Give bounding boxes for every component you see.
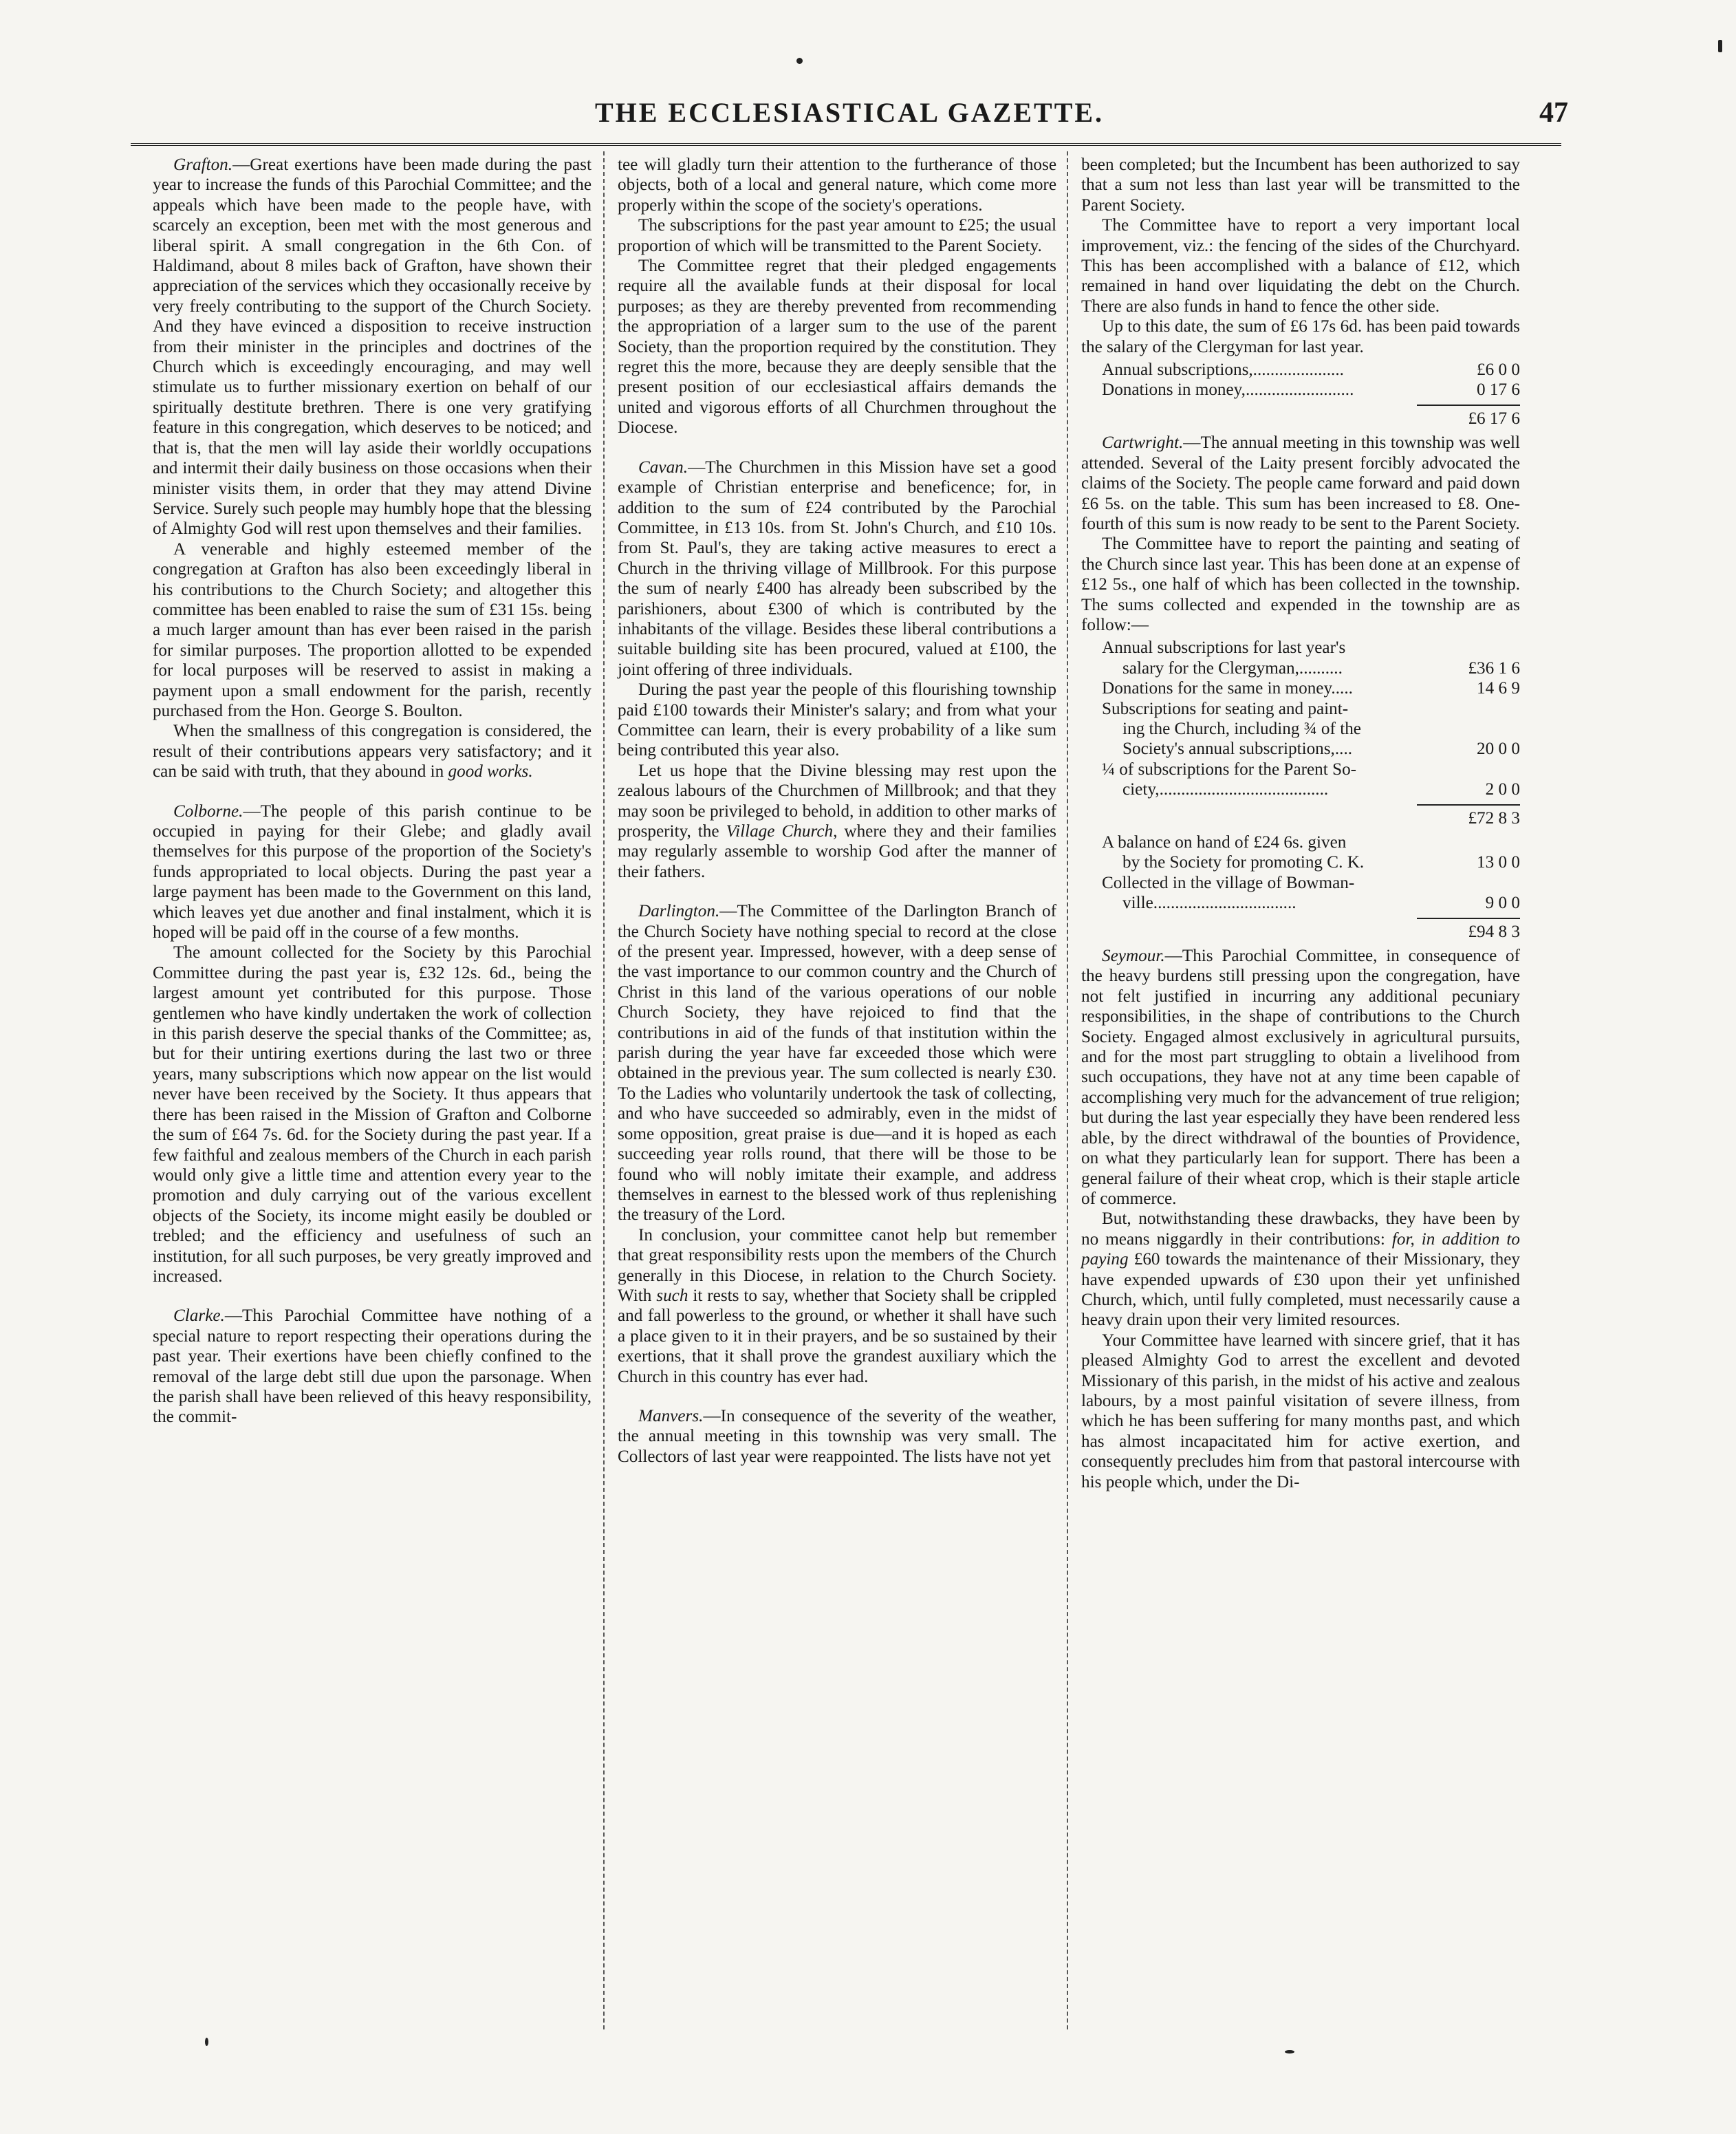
account-label: Donations in money,......................... [1102, 380, 1354, 400]
account-subtotal-row [1081, 800, 1520, 828]
manvers-paragraph [618, 1406, 1056, 1467]
account-label: by the Society for promoting C. K. [1122, 853, 1365, 872]
section-lead-colborne: Colborne. [173, 801, 243, 821]
account-row [1081, 699, 1520, 719]
paragraph-text: —This Parochial Committee have nothing of a special nature to report respecting their operations during the past year. Their exertions have been chiefly confined to the removal of the large debt still due upon the parsonage. When the parish shall have been relieved of this heavy responsibility, the commit- [153, 1306, 592, 1427]
cartwright-paragraph [1081, 433, 1520, 534]
account-amount: 13 0 0 [1477, 853, 1520, 872]
account-amount: 9 0 0 [1485, 894, 1520, 913]
grafton-paragraph-2: A venerable and highly esteemed member of the congregation at Grafton has also been exceedingly liberal in his contributions to the Church Society; and altogether this committee has been enabled to raise the sum of £31 15s. being a much larger amount than has ever been raised in the parish for similar purposes. The proportion allotted to be expended for local purposes will be reserved to assist in making a payment upon a small endowment for the parish, recently purchased from the Hon. George S. Boulton. [153, 539, 592, 720]
account-row [1081, 893, 1520, 913]
account-label: salary for the Clergyman,.......... [1122, 658, 1343, 678]
section-lead-cavan: Cavan. [638, 457, 688, 477]
paragraph-text: £60 towards the maintenance of their Missionary, they have expended upwards of £30 upon their yet unfinished Church, which, until fully completed, must necessarily cause a heavy drain upon their very limited resources. [1081, 1250, 1520, 1330]
manvers-paragraph-3: Up to this date, the sum of £6 17s 6d. has been paid towards the salary of the Clergyman for last year. [1081, 317, 1520, 356]
account-label: Annual subscriptions for last year's [1102, 638, 1346, 658]
paragraph-text: where they and their families may regularly assemble to worship God after the manner of their fathers. [618, 822, 1056, 881]
column-divider [1067, 151, 1068, 2029]
account-label: Society's annual subscriptions,.... [1122, 740, 1353, 759]
account-label: A balance on hand of £24 6s. given [1102, 833, 1347, 852]
clarke-paragraph [153, 1306, 592, 1427]
paragraph-text: —In consequence of the severity of the weather, the annual meeting in this township was very small. The Collectors of last year were reappointed. The lists have not yet [618, 1406, 1056, 1466]
section-lead-clarke: Clarke. [173, 1306, 225, 1326]
account-total: £94 8 3 [1417, 918, 1520, 942]
account-label: ville................................. [1122, 894, 1296, 913]
account-row [1081, 832, 1520, 852]
column-divider [603, 151, 605, 2029]
clarke-paragraph-2: The subscriptions for the past year amount to £25; the usual proportion of which will be transmitted to the Parent Society. [618, 216, 1056, 255]
account-row [1081, 380, 1520, 400]
paragraph-text: When the smallness of this congregation is considered, the result of their contributions appears very satisfactory; and it can be said with truth, that they abound in [153, 722, 592, 782]
gazette-title: THE ECCLESIASTICAL GAZETTE. [594, 97, 1105, 128]
account-row [1081, 852, 1520, 872]
seymour-paragraph-3: Your Committee have learned with sincere grief, that it has pleased Almighty God to arrest the excellent and devoted Missionary of this parish, in the midst of his active and zealous labours, by a most painful visitation of severe illness, from which he has been suffering for many months past, and which has almost incapacitated him for active exertion, and consequently precludes him from that pastoral intercourse with his people which, under the Di- [1081, 1330, 1520, 1491]
account-amount: 2 0 0 [1485, 780, 1520, 799]
account-row [1081, 739, 1520, 759]
account-row [1081, 638, 1520, 658]
darlington-paragraph [618, 901, 1056, 1225]
cavan-paragraph-3 [618, 761, 1056, 882]
account-amount: £36 1 6 [1468, 658, 1520, 678]
account-label: ciety,....................................... [1122, 780, 1329, 799]
account-row [1081, 360, 1520, 380]
account-row [1081, 759, 1520, 779]
emphasis-text: Village Church, [726, 822, 838, 841]
paragraph-text: In conclusion, your committee canot help but remember that great responsibility rests upon the members of the Church generally in this Diocese, in relation to the Church Society. With [618, 1225, 1056, 1305]
emphasis-text: such [656, 1286, 688, 1305]
account-label: ing the Church, including ¾ of the [1122, 719, 1361, 738]
account-label: Subscriptions for seating and paint- [1102, 699, 1349, 718]
account-row [1081, 719, 1520, 739]
paragraph-text: —This Parochial Committee, in consequence of the heavy burdens still pressing upon the congregation, have not felt justified in incurring any additional pecuniary responsibilities, in the shape of contributions to the Church Society. Engaged almost exclusively in agricultural pursuits, and for the most part struggling to obtain a livelihood from such occupations, they have not at any time been capable of accomplishing very much for the advancement of true religion; but during the last year especially they have been rendered less able, by the direct withdrawal of the bounties of Providence, on what they particularly lean for support. There has been a general failure of their wheat crop, which is their staple article of commerce. [1081, 947, 1520, 1208]
paragraph-text: —The people of this parish continue to be occupied in paying for their Glebe; and gladly avail themselves for this purpose of the proportion of the Society's funds appropriated to local objects. During the past year a large payment has been made to the Government on this land, which leaves yet due another and final instalment, which it is hoped will be paid off in the course of a few months. [153, 801, 592, 942]
emphasis-text: good works. [448, 762, 533, 782]
account-subtotal: £72 8 3 [1417, 804, 1520, 828]
manvers-account [1081, 360, 1520, 429]
cartwright-account [1081, 638, 1520, 942]
grafton-paragraph-3 [153, 721, 592, 782]
account-amount: £6 0 0 [1477, 360, 1520, 380]
account-label: ¼ of subscriptions for the Parent So- [1102, 759, 1357, 779]
colborne-paragraph [153, 801, 592, 943]
section-lead-cartwright: Cartwright. [1102, 433, 1184, 453]
paragraph-text: But, notwithstanding these drawbacks, they have been by no means niggardly in their contributions: [1081, 1209, 1520, 1249]
section-lead-manvers: Manvers. [638, 1406, 704, 1425]
conclusion-paragraph [618, 1225, 1056, 1387]
account-amount: 0 17 6 [1477, 380, 1520, 400]
page-number: 47 [1539, 97, 1568, 129]
grafton-paragraph [153, 155, 592, 539]
colborne-paragraph-2: The amount collected for the Society by this Parochial Committee during the past year is, £32 12s. 6d., being the largest amount yet contributed for this purpose. Those gentlemen who have kindly undertaken the work of collection in this parish deserve the special thanks of the Committee; as, but for their untiring exertions during the last two or three years, many subscriptions which now appear on the list would never have been received by the Society. It thus appears that there has been raised in the Mission of Grafton and Colborne the sum of £64 7s. 6d. for the Society during the past year. If a few faithful and zealous members of the Church in each parish would only give a little time and attention every year to the promotion and duly carrying out of the various excellent objects of the Society, its income might easily be doubled or trebled; and the efficiency and usefulness of such an institution, for all such purposes, be very greatly improved and increased. [153, 943, 592, 1286]
cartwright-paragraph-2: The Committee have to report the painting and seating of the Church since last year. This has been done at an expense of £12 5s., one half of which has been collected in the township. The sums collected and expended in the township are as follow:— [1081, 535, 1520, 634]
column-2 [618, 155, 1056, 1467]
paragraph-text: it rests to say, whether that Society shall be crippled and fall powerless to the ground, or whether it shall have such a place given to it in their prayers, and be so sustained by their exertions, that it shall prove the grandest auxiliary which the Church in this country has ever had. [618, 1286, 1056, 1386]
account-label: Collected in the village of Bowman- [1102, 873, 1355, 892]
scan-speck [1285, 2050, 1294, 2054]
account-total: £6 17 6 [1417, 405, 1520, 429]
manvers-continuation: been completed; but the Incumbent has been authorized to say that a sum not less than last year will be transmitted to the Parent Society. [1081, 155, 1520, 215]
account-total-row [1081, 400, 1520, 429]
header-rule [131, 143, 1561, 146]
paragraph-text: —Great exertions have been made during the past year to increase the funds of this Parochial Committee; and the appeals which have been made to the people have, with scarcely an exception, been met with the most generous and liberal spirit. A small congregation in the 6th Con. of Haldimand, about 8 miles back of Grafton, have shown their appreciation of the services which they occasionally receive by very freely contributing to the support of the Church Society. And they have evinced a disposition to receive instruction from their minister in the principles and doctrines of the Church which is exceedingly encouraging, and may well stimulate us to further missionary exertion on behalf of our spiritually destitute brethren. There is one very gratifying feature in this congregation, which deserves to be noticed; and that is, that the men will lay aside their worldly occupations and intermit their daily business on those occasions when their minister visits them, in order that they may attend Divine Service. Surely such people may humbly hope that the blessing of Almighty God will rest upon themselves and their families. [153, 155, 592, 539]
seymour-paragraph [1081, 946, 1520, 1209]
column-1 [153, 155, 592, 1427]
account-total-row [1081, 914, 1520, 942]
account-row [1081, 873, 1520, 893]
paragraph-text: —The Churchmen in this Mission have set a good example of Christian enterprise and beneficence; for, in addition to the sum of £24 contributed by the Parochial Committee, in £13 10s. from St. John's Church, and £10 10s. from St. Paul's, they are taking active measures to erect a Church in the thriving village of Millbrook. For this purpose the sum of nearly £400 has already been subscribed by the parishioners, about £300 of which is contributed by the inhabitants of the village. Besides these liberal contributions a suitable building site has been procured, valued at £100, the joint offering of three individuals. [618, 457, 1056, 679]
account-amount: 20 0 0 [1477, 740, 1520, 759]
clarke-paragraph-3: The Committee regret that their pledged engagements require all the available funds at their disposal for local purposes; as they are thereby prevented from recommending the appropriation of a larger sum to the use of the parent Society, than the proportion required by the constitution. They regret this the more, because they are deeply sensible that the present position of our ecclesiastical affairs demands the united and vigorous efforts of all Churchmen throughout the Diocese. [618, 257, 1056, 438]
scan-speck [205, 2038, 208, 2046]
scan-speck [796, 58, 803, 64]
manvers-paragraph-2: The Committee have to report a very important local improvement, viz.: the fencing of the sides of the Churchyard. This has been accomplished with a balance of £12, which remained in hand over liquidating the debt on the Church. There are also funds in hand to fence the other side. [1081, 216, 1520, 316]
emphasis-text: for, in addition to paying [1081, 1229, 1520, 1269]
account-label: Donations for the same in money..... [1102, 679, 1353, 698]
section-lead-grafton: Grafton. [173, 155, 233, 174]
page-header [131, 96, 1568, 138]
cavan-paragraph-2: During the past year the people of this flourishing township paid £100 towards their Minister's salary; and from what your Committee can learn, their is every probability of a like sum being contributed this year also. [618, 680, 1056, 760]
cavan-paragraph [618, 457, 1056, 680]
paragraph-text: Let us hope that the Divine blessing may rest upon the zealous labours of the Churchmen of Millbrook; and that they may soon be privileged to behold, in addition to other marks of prosperity, the [618, 761, 1056, 841]
paragraph-text: —The annual meeting in this township was well attended. Several of the Laity present forcibly advocated the claims of the Society. The people came forward and paid down £6 5s. on the table. This sum has been increased to £8. One-fourth of this sum is now ready to be sent to the Parent Society. [1081, 433, 1520, 533]
section-lead-darlington: Darlington. [638, 902, 720, 921]
account-row [1081, 779, 1520, 799]
account-row [1081, 658, 1520, 678]
account-row [1081, 678, 1520, 698]
paragraph-text: —The Committee of the Darlington Branch of the Church Society have nothing special to record at the close of the present year. Impressed, however, with a deep sense of the vast importance to our common country and the Church of Christ in this land of the various operations of our noble Church Society, they have rejoiced to find that the contributions in aid of the funds of that institution within the parish during the year have far exceeded those which were obtained in the previous year. The sum collected is nearly £30. To the Ladies who voluntarily undertook the task of collecting, and who have succeeded so admirably, even in the midst of some opposition, great praise is due—and it is hoped as each succeeding year rolls round, that there will be those to be found who will nobly imitate their example, and address themselves in earnest to the blessed work of thus replenishing the treasury of the Lord. [618, 902, 1056, 1225]
seymour-paragraph-2 [1081, 1209, 1520, 1330]
account-label: Annual subscriptions,..................... [1102, 360, 1344, 380]
scan-speck [1718, 40, 1722, 52]
account-amount: 14 6 9 [1477, 679, 1520, 698]
column-3 [1081, 155, 1520, 1492]
clarke-continuation: tee will gladly turn their attention to the furtherance of those objects, both of a local and general nature, which come more properly within the scope of the society's operations. [618, 155, 1056, 215]
section-lead-seymour: Seymour. [1102, 947, 1165, 966]
